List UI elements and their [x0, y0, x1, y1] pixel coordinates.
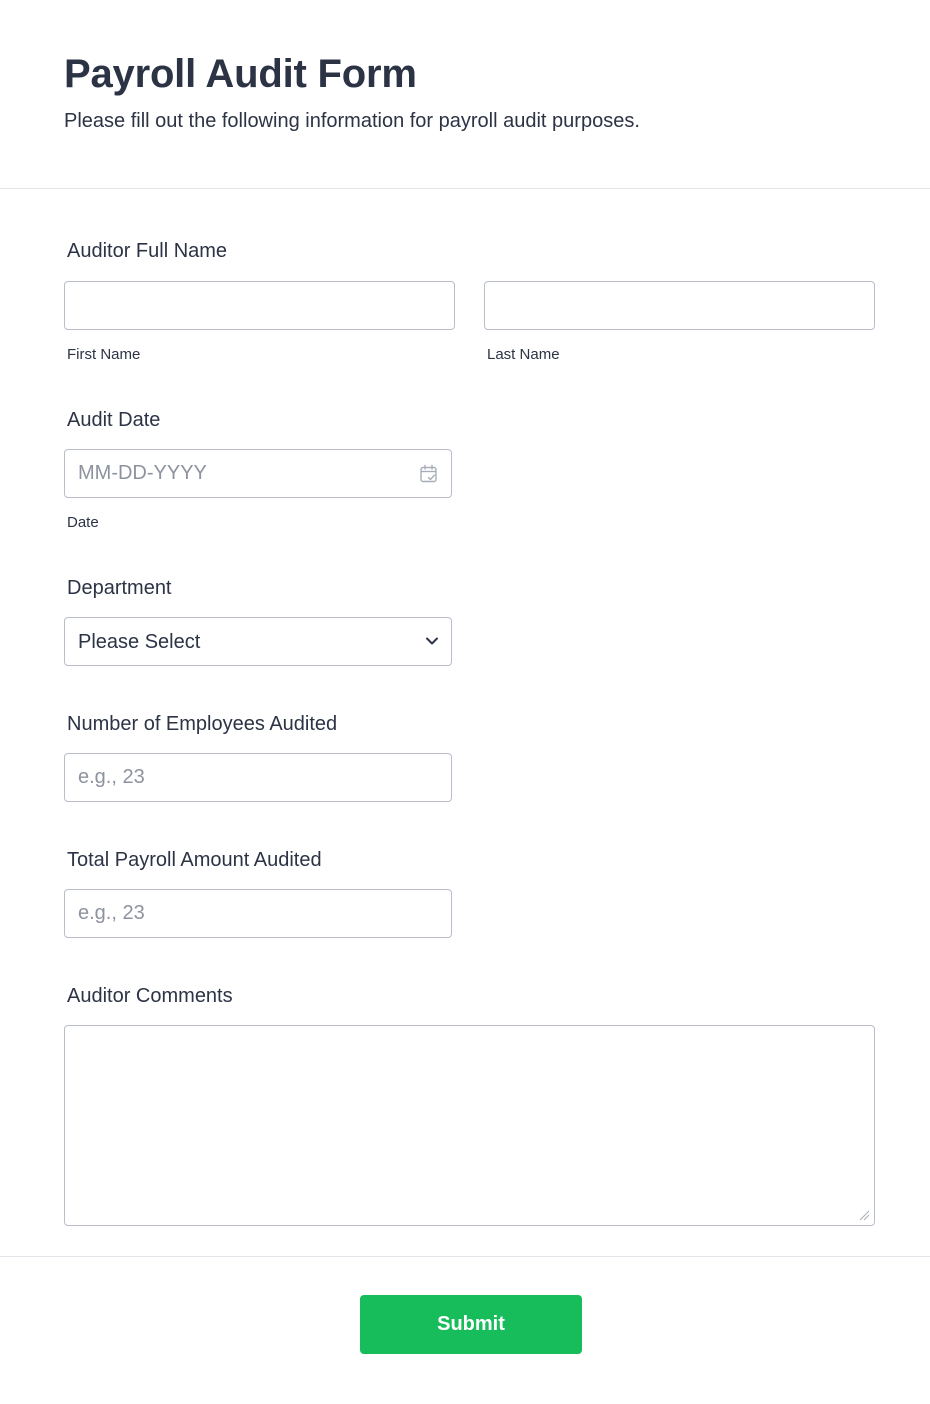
first-name-input[interactable]: [64, 281, 455, 330]
calendar-icon[interactable]: [419, 464, 439, 484]
audit-date-label: Audit Date: [67, 409, 161, 431]
payroll-amount-label: Total Payroll Amount Audited: [67, 849, 322, 871]
comments-textarea[interactable]: [64, 1025, 875, 1226]
employees-audited-label: Number of Employees Audited: [67, 713, 338, 735]
first-name-sublabel: First Name: [67, 346, 141, 363]
employees-audited-input[interactable]: [64, 753, 452, 802]
form-title: Payroll Audit Form: [64, 52, 417, 96]
footer-divider: [0, 1256, 930, 1257]
comments-label: Auditor Comments: [67, 985, 233, 1007]
last-name-sublabel: Last Name: [487, 346, 560, 363]
form-header: [0, 0, 930, 189]
payroll-amount-input[interactable]: [64, 889, 452, 938]
auditor-name-label: Auditor Full Name: [67, 240, 228, 262]
form-subtitle: Please fill out the following information for payroll audit purposes.: [64, 110, 640, 132]
department-select[interactable]: [64, 617, 452, 666]
audit-date-sublabel: Date: [67, 514, 99, 531]
department-label: Department: [67, 577, 172, 599]
last-name-input[interactable]: [484, 281, 875, 330]
chevron-down-icon: [425, 636, 439, 646]
audit-date-input[interactable]: [64, 449, 452, 498]
submit-button[interactable]: Submit: [360, 1295, 582, 1354]
resize-handle-icon[interactable]: [858, 1209, 870, 1221]
department-selected-value: Please Select: [78, 631, 201, 653]
